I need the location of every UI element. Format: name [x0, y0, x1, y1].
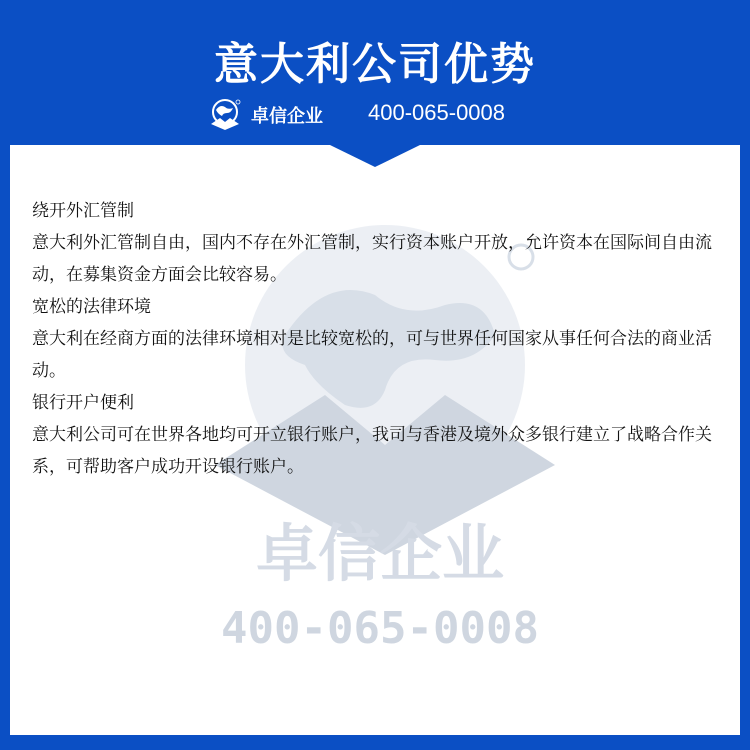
brand-phone: 400-065-0008 [368, 100, 506, 125]
watermark-brand: 卓信企业 [255, 517, 505, 590]
content-panel [10, 145, 740, 735]
section-body-legal: 意大利在经商方面的法律环境相对是比较宽松的，可与世界任何国家从事任何合法的商业活动。 [32, 329, 712, 381]
section-heading-bank: 银行开户便利 [32, 393, 134, 413]
article-content [32, 195, 732, 483]
page-title: 意大利公司优势 [214, 39, 536, 90]
section-heading-legal: 宽松的法律环境 [32, 297, 151, 317]
brand-name: 卓信企业 [251, 106, 323, 127]
watermark-phone: 400-065-0008 [221, 603, 539, 654]
section-body-forex: 意大利外汇管制自由，国内不存在外汇管制，实行资本账户开放，允许资本在国际间自由流动，在募集资金方面会比较容易。 [32, 233, 712, 285]
section-heading-forex: 绕开外汇管制 [32, 201, 134, 221]
brand-row [0, 96, 750, 136]
banner-notch [330, 145, 420, 167]
globe-logo-icon [207, 98, 243, 132]
section-body-bank: 意大利公司可在世界各地均可开立银行账户，我司与香港及境外众多银行建立了战略合作关系，可帮助客户成功开设银行账户。 [32, 425, 712, 477]
